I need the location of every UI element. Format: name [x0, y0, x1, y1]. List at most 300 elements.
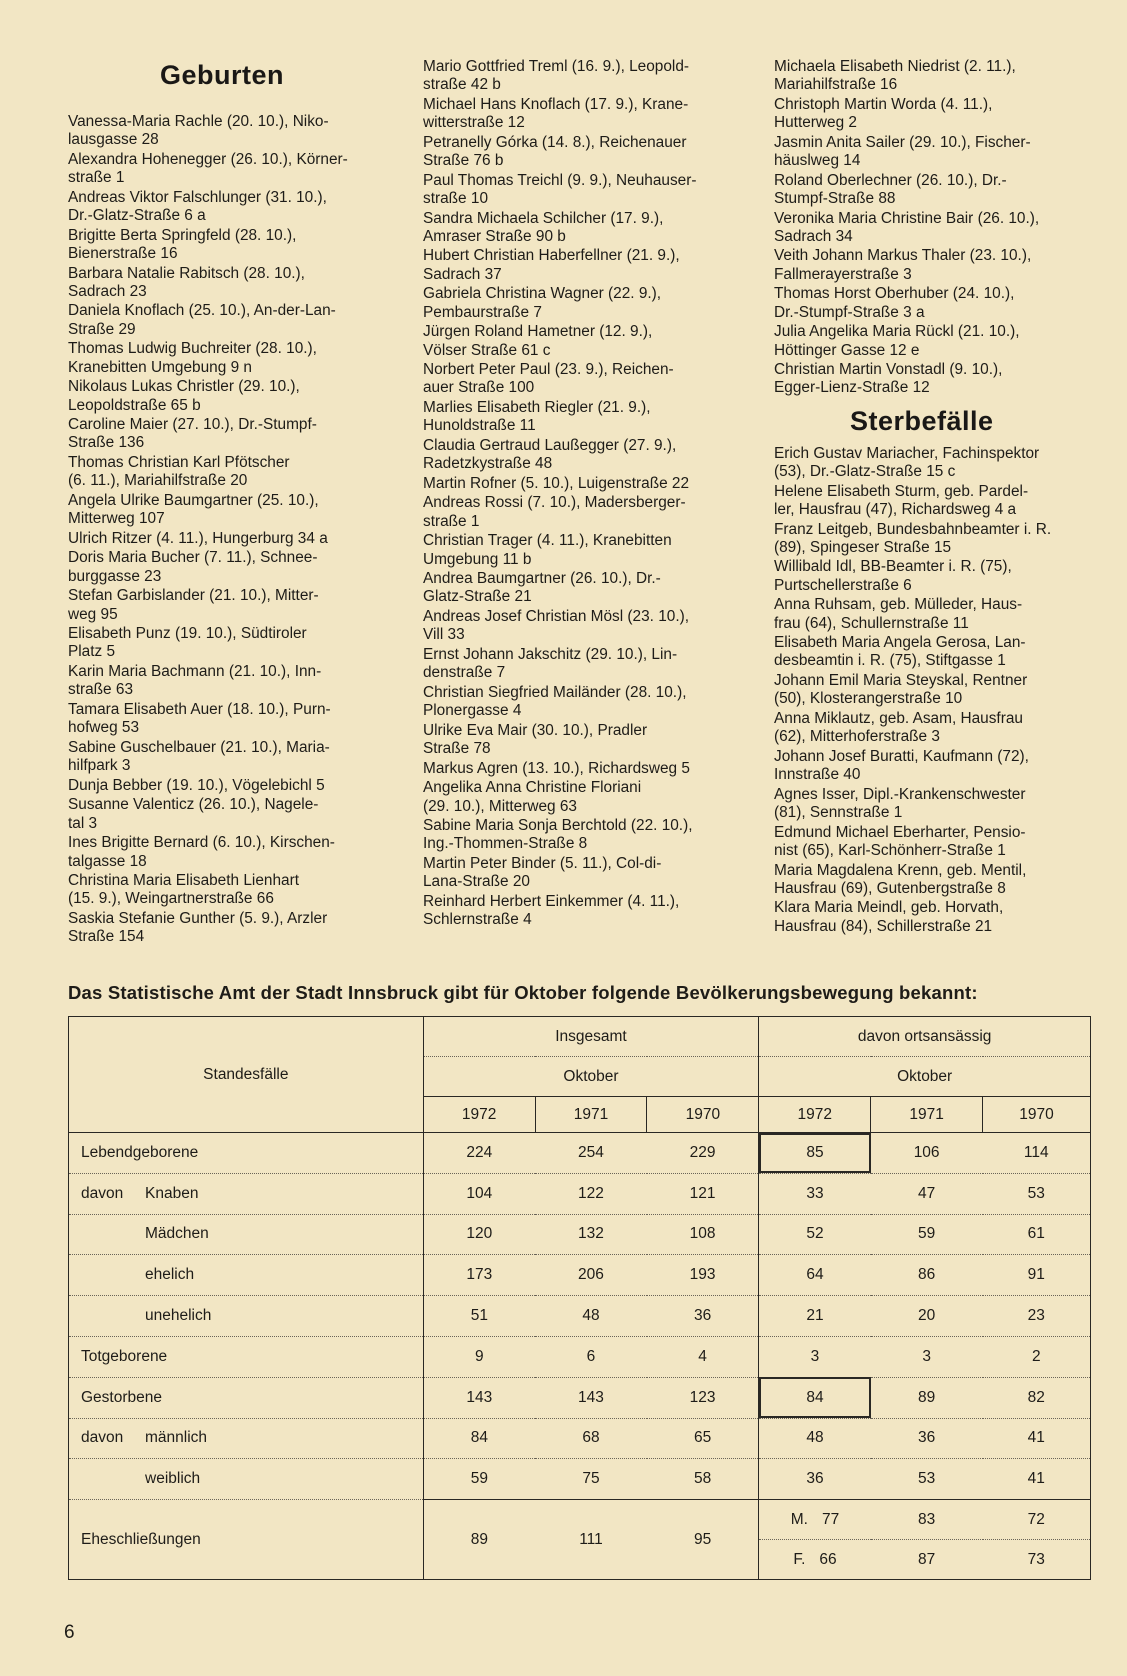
table-cell-value: 66 [819, 1550, 837, 1568]
table-cell: 114 [983, 1133, 1091, 1174]
table-cell: 132 [535, 1214, 647, 1255]
entry-line: Elisabeth Punz (19. 10.), Südtiroler [68, 625, 307, 643]
row-label [69, 1418, 424, 1459]
entry-line: Umgebung 11 b [423, 550, 532, 568]
entry-line: frau (64), Schullernstraße 11 [774, 614, 969, 632]
death-entry [774, 710, 1094, 747]
death-entry [774, 596, 1094, 633]
table-cell: 111 [535, 1500, 647, 1580]
entry-line: Gabriela Christina Wagner (22. 9.), [423, 285, 662, 303]
header-year: 1971 [871, 1097, 983, 1133]
header-standesfaelle: Standesfälle [69, 1017, 424, 1133]
entry-line: Thomas Christian Karl Pfötscher [68, 454, 290, 472]
header-ortsansaessig: davon ortsansässig [759, 1017, 1091, 1057]
birth-entry [423, 855, 743, 892]
birth-entry [423, 475, 743, 493]
entry-line: Kranebitten Umgebung 9 n [68, 358, 252, 376]
entry-line: Bienerstraße 16 [68, 244, 178, 262]
row-label-prefix: Lebendgeborene [81, 1143, 199, 1161]
birth-entry [68, 113, 388, 150]
birth-entry [423, 58, 743, 95]
entry-line: (50), Klosterangerstraße 10 [774, 690, 963, 708]
birth-entry [68, 265, 388, 302]
table-cell-value: 72 [1027, 1510, 1045, 1528]
entry-line: (15. 9.), Weingartnerstraße 66 [68, 890, 274, 908]
death-entry [774, 672, 1094, 709]
table-cell: 3 [871, 1336, 983, 1377]
entry-line: Mariahilfstraße 16 [774, 76, 898, 94]
entry-line: Willibald Idl, BB-Beamter i. R. (75), [774, 558, 1012, 576]
entry-line: hofweg 53 [68, 719, 140, 737]
table-cell-value: 87 [918, 1550, 936, 1568]
table-cell: 47 [871, 1173, 983, 1214]
entry-line: nist (65), Karl-Schönherr-Straße 1 [774, 841, 1006, 859]
table-cell: 206 [535, 1255, 647, 1296]
header-insgesamt: Insgesamt [423, 1017, 759, 1057]
entry-line: Hutterweg 2 [774, 114, 857, 132]
table-cell: 59 [423, 1459, 535, 1500]
row-label [69, 1336, 424, 1377]
birth-entry [423, 532, 743, 569]
birth-entry [423, 722, 743, 759]
table-cell-value: 73 [1027, 1550, 1045, 1568]
entry-line: (62), Mitterhoferstraße 3 [774, 728, 940, 746]
entry-line: Petranelly Górka (14. 8.), Reichenauer [423, 133, 687, 151]
entry-line: Dunja Bebber (19. 10.), Vögelebichl 5 [68, 776, 325, 794]
entry-line: Platz 5 [68, 643, 116, 661]
row-label-prefix: davon [81, 1184, 124, 1202]
entry-line: Johann Emil Maria Steyskal, Rentner [774, 672, 1028, 690]
row-label [69, 1255, 424, 1296]
table-cell: 82 [983, 1377, 1091, 1418]
entry-line: Stumpf-Straße 88 [774, 189, 896, 207]
entry-line: Michael Hans Knoflach (17. 9.), Krane- [423, 95, 689, 113]
entry-line: Alexandra Hohenegger (26. 10.), Körner- [68, 150, 348, 168]
table-cell: 23 [983, 1296, 1091, 1337]
table-cell: 173 [423, 1255, 535, 1296]
entry-line: Purtschellerstraße 6 [774, 576, 912, 594]
row-label-text: männlich [145, 1429, 208, 1447]
entry-line: weg 95 [68, 605, 118, 623]
entry-line: Höttinger Gasse 12 e [774, 341, 920, 359]
birth-entry [774, 247, 1094, 284]
header-year: 1970 [647, 1097, 759, 1133]
header-year: 1972 [423, 1097, 535, 1133]
birth-entry [423, 779, 743, 816]
entry-line: Innstraße 40 [774, 766, 861, 784]
table-cell: 41 [983, 1459, 1091, 1500]
entry-line: Ulrike Eva Mair (30. 10.), Pradler [423, 721, 648, 739]
row-label-prefix: davon [81, 1429, 124, 1447]
row-label-prefix: Gestorbene [81, 1388, 162, 1406]
entry-line: Egger-Lienz-Straße 12 [774, 379, 930, 397]
entry-line: Pembaurstraße 7 [423, 303, 542, 321]
table-cell: 48 [759, 1418, 871, 1459]
entry-line: Angela Ulrike Baumgartner (25. 10.), [68, 491, 319, 509]
table-cell [871, 1500, 983, 1540]
entry-line: ler, Hausfrau (47), Richardsweg 4 a [774, 500, 1017, 518]
table-cell: 108 [647, 1214, 759, 1255]
header-year: 1970 [983, 1097, 1091, 1133]
table-row [69, 1214, 1091, 1255]
table-cell: 36 [647, 1296, 759, 1337]
deaths-heading: Sterbefälle [850, 405, 994, 436]
table-cell [759, 1500, 871, 1540]
birth-entry [423, 323, 743, 360]
table-cell: 6 [535, 1336, 647, 1377]
header-year: 1972 [759, 1097, 871, 1133]
birth-entry [423, 646, 743, 683]
birth-entry [423, 570, 743, 607]
header-year: 1971 [535, 1097, 647, 1133]
entry-line: witterstraße 12 [423, 114, 525, 132]
birth-entry [423, 437, 743, 474]
entry-line: Veronika Maria Christine Bair (26. 10.), [774, 209, 1040, 227]
birth-entry [423, 684, 743, 721]
entry-line: Karin Maria Bachmann (21. 10.), Inn- [68, 663, 322, 681]
entry-line: Angelika Anna Christine Floriani [423, 779, 642, 797]
row-label [69, 1377, 424, 1418]
table-cell: 58 [647, 1459, 759, 1500]
table-cell: 122 [535, 1173, 647, 1214]
birth-entry [774, 134, 1094, 171]
table-row [69, 1418, 1091, 1459]
birth-entry [774, 361, 1094, 398]
table-cell [983, 1500, 1091, 1540]
death-entry [774, 445, 1094, 482]
entry-line: Marlies Elisabeth Riegler (21. 9.), [423, 399, 651, 417]
entry-line: denstraße 7 [423, 664, 506, 682]
entry-line: Julia Angelika Maria Rückl (21. 10.), [774, 323, 1020, 341]
birth-entry [68, 492, 388, 529]
row-label-text: unehelich [145, 1307, 212, 1325]
page-number: 6 [64, 1622, 75, 1643]
entry-line: Sadrach 23 [68, 282, 147, 300]
entry-line: Maria Magdalena Krenn, geb. Mentil, [774, 861, 1027, 879]
entry-line: Andreas Viktor Falschlunger (31. 10.), [68, 188, 327, 206]
birth-entry [68, 796, 388, 833]
birth-entry [774, 285, 1094, 322]
entry-line: Straße 29 [68, 320, 136, 338]
birth-entry [68, 302, 388, 339]
entry-line: Glatz-Straße 21 [423, 588, 532, 606]
header-month: Oktober [423, 1057, 759, 1097]
entry-line: Hubert Christian Haberfellner (21. 9.), [423, 247, 680, 265]
table-cell: 75 [535, 1459, 647, 1500]
entry-line: Leopoldstraße 65 b [68, 396, 201, 414]
table-row [69, 1255, 1091, 1296]
table-cell: 20 [871, 1296, 983, 1337]
entry-line: talgasse 18 [68, 852, 147, 870]
row-label-text: weiblich [145, 1470, 201, 1488]
entry-line: Brigitte Berta Springfeld (28. 10.), [68, 226, 297, 244]
entry-line: Christian Martin Vonstadl (9. 10.), [774, 361, 1003, 379]
entry-line: Mario Gottfried Treml (16. 9.), Leopold- [423, 58, 690, 75]
death-entry [774, 862, 1094, 899]
birth-entry [423, 361, 743, 398]
table-cell: 36 [871, 1418, 983, 1459]
birth-entry [423, 760, 743, 778]
entry-line: Reinhard Herbert Einkemmer (4. 11.), [423, 892, 680, 910]
entry-line: (89), Spingeser Straße 15 [774, 538, 952, 556]
row-label-text: Knaben [145, 1184, 199, 1202]
entry-line: Thomas Horst Oberhuber (24. 10.), [774, 285, 1015, 303]
birth-entry [68, 663, 388, 700]
entry-line: straße 1 [423, 512, 480, 530]
table-cell: 143 [535, 1377, 647, 1418]
entry-line: Agnes Isser, Dipl.-Krankenschwester [774, 785, 1026, 803]
entry-line: Susanne Valenticz (26. 10.), Nagele- [68, 796, 319, 814]
entry-line: Johann Josef Buratti, Kaufmann (72), [774, 747, 1029, 765]
birth-entry [423, 172, 743, 209]
table-row [69, 1296, 1091, 1337]
entry-line: Straße 136 [68, 434, 145, 452]
entry-line: (29. 10.), Mitterweg 63 [423, 797, 577, 815]
death-entry [774, 899, 1094, 936]
births-list-part-1 [68, 113, 388, 947]
entry-line: tal 3 [68, 814, 98, 832]
birth-entry [423, 134, 743, 171]
table-cell: 51 [423, 1296, 535, 1337]
birth-entry [68, 549, 388, 586]
death-entry [774, 786, 1094, 823]
entry-line: Andreas Rossi (7. 10.), Madersberger- [423, 494, 686, 512]
table-cell [983, 1540, 1091, 1580]
entry-line: Straße 76 b [423, 152, 504, 170]
table-cell: 193 [647, 1255, 759, 1296]
entry-line: Christian Siegfried Mailänder (28. 10.), [423, 683, 687, 701]
entry-line: Völser Straße 61 c [423, 341, 551, 359]
entry-line: Norbert Peter Paul (23. 9.), Reichen- [423, 361, 674, 379]
entry-line: Anna Miklautz, geb. Asam, Hausfrau [774, 709, 1023, 727]
entry-line: Tamara Elisabeth Auer (18. 10.), Purn- [68, 700, 331, 718]
entry-line: Veith Johann Markus Thaler (23. 10.), [774, 247, 1032, 265]
entry-line: Anna Ruhsam, geb. Mülleder, Haus- [774, 596, 1023, 614]
table-cell: 52 [759, 1214, 871, 1255]
statistics-title: Das Statistische Amt der Stadt Innsbruck gibt für Oktober folgende Bevölkerungsbewegung bekannt: [68, 982, 978, 1003]
table-cell: 86 [871, 1255, 983, 1296]
table-cell: 3 [759, 1336, 871, 1377]
entry-line: Edmund Michael Eberharter, Pensio- [774, 823, 1026, 841]
entry-line: Hunoldstraße 11 [423, 417, 536, 435]
entry-line: häuslweg 14 [774, 152, 861, 170]
row-label [69, 1296, 424, 1337]
entry-line: Vill 33 [423, 626, 465, 644]
entry-line: Straße 78 [423, 740, 491, 758]
birth-entry [68, 340, 388, 377]
entry-line: auer Straße 100 [423, 379, 535, 397]
birth-entry [68, 416, 388, 453]
table-cell: 36 [759, 1459, 871, 1500]
birth-entry [68, 530, 388, 548]
table-cell: 4 [647, 1336, 759, 1377]
entry-line: Schlernstraße 4 [423, 911, 532, 929]
death-entry [774, 824, 1094, 861]
entry-line: (53), Dr.-Glatz-Straße 15 c [774, 463, 956, 481]
birth-entry [774, 172, 1094, 209]
entry-line: Thomas Ludwig Buchreiter (28. 10.), [68, 340, 317, 358]
birth-entry [423, 247, 743, 284]
entry-line: Hausfrau (69), Gutenbergstraße 8 [774, 879, 1006, 897]
table-cell-value: 83 [918, 1510, 936, 1528]
row-label [69, 1459, 424, 1500]
table-cell: 41 [983, 1418, 1091, 1459]
birth-entry [423, 893, 743, 930]
birth-entry [68, 834, 388, 871]
entry-line: Mitterweg 107 [68, 510, 165, 528]
birth-entry [68, 625, 388, 662]
births-list-part-3 [774, 58, 1094, 398]
birth-entry [68, 189, 388, 226]
table-cell-value: 77 [821, 1510, 840, 1528]
table-cell: 61 [983, 1214, 1091, 1255]
table-cell: 85 [759, 1133, 871, 1174]
row-label [69, 1173, 424, 1214]
birth-entry [68, 739, 388, 776]
row-label [69, 1214, 424, 1255]
entry-line: Martin Rofner (5. 10.), Luigenstraße 22 [423, 474, 690, 492]
column-1 [68, 58, 388, 948]
entry-line: Dr.-Stumpf-Straße 3 a [774, 303, 925, 321]
entry-line: straße 1 [68, 169, 125, 187]
entry-line: Barbara Natalie Rabitsch (28. 10.), [68, 264, 305, 282]
deaths-list [774, 445, 1094, 936]
birth-entry [423, 210, 743, 247]
birth-entry [68, 910, 388, 947]
table-cell [871, 1540, 983, 1580]
birth-entry [423, 494, 743, 531]
birth-entry [68, 454, 388, 491]
entry-line: Ernst Johann Jakschitz (29. 10.), Lin- [423, 645, 678, 663]
death-entry [774, 634, 1094, 671]
entry-line: Nikolaus Lukas Christler (29. 10.), [68, 378, 300, 396]
entry-line: Andreas Josef Christian Mösl (23. 10.), [423, 608, 690, 626]
male-label: M. [790, 1510, 808, 1528]
entry-line: Hausfrau (84), Schillerstraße 21 [774, 917, 993, 935]
entry-line: Sabine Guschelbauer (21. 10.), Maria- [68, 738, 330, 756]
table-row [69, 1133, 1091, 1174]
row-label-prefix: Totgeborene [81, 1347, 168, 1365]
entry-line: Elisabeth Maria Angela Gerosa, Lan- [774, 634, 1026, 652]
birth-entry [68, 587, 388, 624]
entry-line: Christoph Martin Worda (4. 11.), [774, 95, 993, 113]
table-row [69, 1459, 1091, 1500]
table-cell: 59 [871, 1214, 983, 1255]
entry-line: burggasse 23 [68, 567, 162, 585]
entry-line: Jasmin Anita Sailer (29. 10.), Fischer- [774, 133, 1031, 151]
female-label: F. [793, 1550, 806, 1568]
table-cell: 89 [423, 1500, 535, 1580]
table-cell: 2 [983, 1336, 1091, 1377]
entry-line: Sabine Maria Sonja Berchtold (22. 10.), [423, 817, 693, 835]
birth-entry [68, 151, 388, 188]
birth-entry [774, 210, 1094, 247]
table-cell: 53 [983, 1173, 1091, 1214]
table-cell: 9 [423, 1336, 535, 1377]
entry-line: Roland Oberlechner (26. 10.), Dr.- [774, 171, 1007, 189]
entry-line: Daniela Knoflach (25. 10.), An-der-Lan- [68, 302, 336, 320]
table-cell: 229 [647, 1133, 759, 1174]
entry-line: Stefan Garbislander (21. 10.), Mitter- [68, 587, 319, 605]
table-cell: 121 [647, 1173, 759, 1214]
table-cell: 120 [423, 1214, 535, 1255]
table-cell: 33 [759, 1173, 871, 1214]
table-cell: 254 [535, 1133, 647, 1174]
entry-line: Vanessa-Maria Rachle (20. 10.), Niko- [68, 113, 329, 130]
entry-line: straße 63 [68, 681, 134, 699]
entry-line: straße 42 b [423, 76, 501, 94]
entry-line: Ing.-Thommen-Straße 8 [423, 835, 588, 853]
entry-line: Klara Maria Meindl, geb. Horvath, [774, 899, 1004, 917]
birth-entry [68, 777, 388, 795]
table-cell: 64 [759, 1255, 871, 1296]
births-list-part-2 [423, 58, 743, 929]
table-cell: 21 [759, 1296, 871, 1337]
entry-line: Saskia Stefanie Gunther (5. 9.), Arzler [68, 910, 328, 927]
table-cell: 48 [535, 1296, 647, 1337]
population-statistics-table [68, 1016, 1091, 1580]
entry-line: Doris Maria Bucher (7. 11.), Schnee- [68, 549, 318, 567]
table-cell: 68 [535, 1418, 647, 1459]
entry-line: hilfpark 3 [68, 757, 131, 775]
birth-entry [423, 399, 743, 436]
birth-entry [774, 58, 1094, 95]
births-heading: Geburten [160, 60, 285, 90]
table-cell: 224 [423, 1133, 535, 1174]
entry-line: Amraser Straße 90 b [423, 227, 566, 245]
table-cell: 123 [647, 1377, 759, 1418]
entry-line: Michaela Elisabeth Niedrist (2. 11.), [774, 58, 1016, 75]
table-row [69, 1173, 1091, 1214]
birth-entry [68, 701, 388, 738]
column-2 [423, 58, 743, 931]
row-label-text: Mädchen [145, 1225, 209, 1243]
table-cell: 84 [759, 1377, 871, 1418]
birth-entry [423, 817, 743, 854]
birth-entry [68, 227, 388, 264]
table-cell: 53 [871, 1459, 983, 1500]
entry-line: Franz Leitgeb, Bundesbahnbeamter i. R. [774, 520, 1052, 538]
entry-line: Sadrach 34 [774, 227, 853, 245]
death-entry [774, 558, 1094, 595]
entry-line: Erich Gustav Mariacher, Fachinspektor [774, 444, 1040, 462]
birth-entry [423, 96, 743, 133]
birth-entry [774, 323, 1094, 360]
death-entry [774, 748, 1094, 785]
row-label: Eheschließungen [69, 1500, 424, 1580]
table-row [69, 1377, 1091, 1418]
table-cell: 95 [647, 1500, 759, 1580]
entry-line: desbeamtin i. R. (75), Stiftgasse 1 [774, 652, 1006, 670]
entry-line: Martin Peter Binder (5. 11.), Col-di- [423, 855, 662, 872]
row-label [69, 1133, 424, 1174]
entry-line: (6. 11.), Mariahilfstraße 20 [68, 472, 248, 490]
entry-line: Claudia Gertraud Laußegger (27. 9.), [423, 436, 677, 454]
death-entry [774, 521, 1094, 558]
entry-line: Paul Thomas Treichl (9. 9.), Neuhauser- [423, 171, 697, 189]
header-row-1 [69, 1017, 1091, 1057]
row-label-text: ehelich [145, 1266, 195, 1284]
birth-entry [68, 872, 388, 909]
entry-line: Markus Agren (13. 10.), Richardsweg 5 [423, 759, 690, 777]
table-cell: 89 [871, 1377, 983, 1418]
table-cell: 106 [871, 1133, 983, 1174]
birth-entry [68, 378, 388, 415]
entry-line: Ines Brigitte Bernard (6. 10.), Kirschen- [68, 834, 335, 852]
entry-line: Ulrich Ritzer (4. 11.), Hungerburg 34 a [68, 529, 328, 547]
table-cell: 143 [423, 1377, 535, 1418]
entry-line: Christina Maria Elisabeth Lienhart [68, 872, 299, 890]
